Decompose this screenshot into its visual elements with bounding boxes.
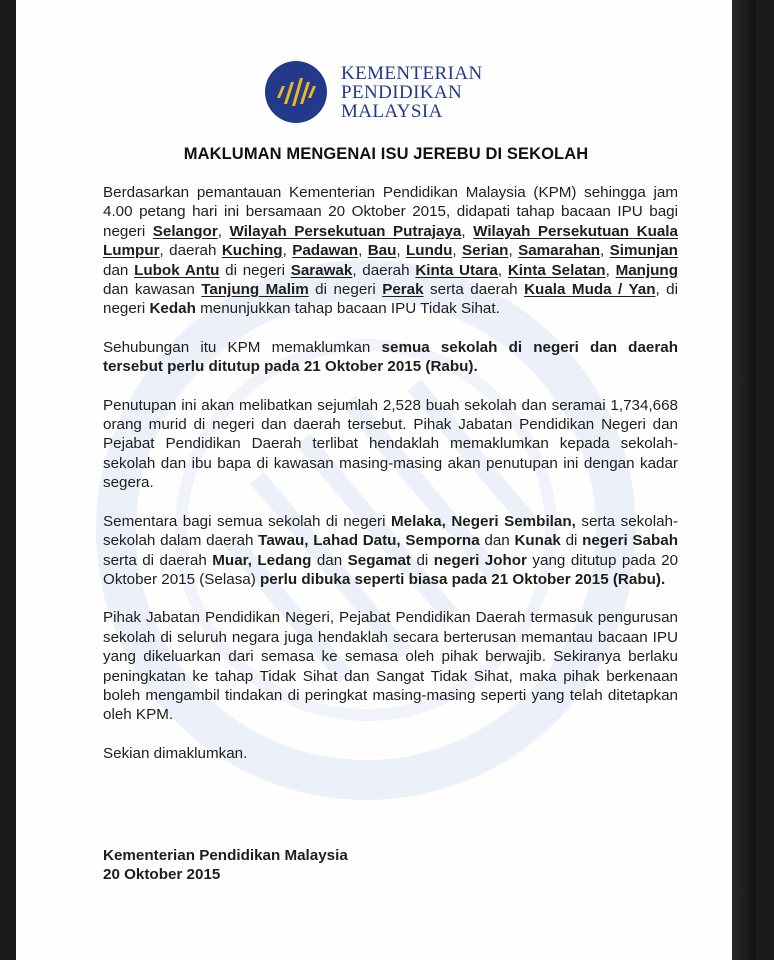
document-page xyxy=(16,0,756,960)
page-shadow-edge xyxy=(732,0,756,960)
ministry-emblem-icon xyxy=(262,60,332,124)
logo-line-3: MALAYSIA xyxy=(341,101,443,122)
paragraph-4: Sementara bagi semua sekolah di negeri Melaka, Negeri Sembilan, serta sekolah-sekolah dalam daerah Tawau, Lahad Datu, Semporna dan Kunak di negeri Sabah serta di daerah Muar, Ledang dan Segamat di negeri Johor yang ditutup pada 20 Oktober 2015 (Selasa) perlu dibuka seperti biasa pada 21 Oktober 2015 (Rabu). xyxy=(103,512,679,588)
paragraph-closing: Sekian dimaklumkan. xyxy=(103,744,248,762)
paragraph-5: Pihak Jabatan Pendidikan Negeri, Pejabat Pendidikan Daerah termasuk pengurusan sekolah di seluruh negara juga hendaklah secara berterusan memantau bacaan IPU yang dikeluarkan dari semasa ke semasa oleh pihak berwajib. Sekiranya berlaku peningkatan ke tahap Tidak Sihat dan Sangat Tidak Sihat, maka pihak berkenaan boleh mengambil tindakan di peringkat masing-masing seperti yang telah ditetapkan oleh KPM. xyxy=(103,609,678,724)
paragraph-3: Penutupan ini akan melibatkan sejumlah 2,528 buah sekolah dan seramai 1,734,668 orang murid di negeri dan daerah tersebut. Pihak Jabatan Pendidikan Negeri dan Pejabat Pendidikan Daerah terlibat hendaklah memaklumkan kepada sekolah-sekolah dan ibu bapa di kawasan masing-masing akan penutupan ini dengan kadar segera. xyxy=(103,396,678,492)
signature-org: Kementerian Pendidikan Malaysia xyxy=(103,847,348,864)
logo-line-2: PENDIDIKAN xyxy=(341,82,463,103)
document-body xyxy=(103,183,678,763)
logo-line-1: KEMENTERIAN xyxy=(341,63,483,84)
paragraph-1: Berdasarkan pemantauan Kementerian Pendidikan Malaysia (KPM) sehingga jam 4.00 petang hari ini bersamaan 20 Oktober 2015, didapati tahap bacaan IPU bagi negeri Selangor, Wilayah Persekutuan Putrajaya, Wilayah Persekutuan Kuala Lumpur, daerah Kuching, Padawan, Bau, Lundu, Serian, Samarahan, Simunjan dan Lubok Antu di negeri Sarawak, daerah Kinta Utara, Kinta Selatan, Manjung dan kawasan Tanjung Malim di negeri Perak serta daerah Kuala Muda / Yan, di negeri Kedah menunjukkan tahap bacaan IPU Tidak Sihat. xyxy=(103,184,679,318)
ministry-logo xyxy=(262,60,522,124)
signature-date: 20 Oktober 2015 xyxy=(103,866,221,884)
document-title: MAKLUMAN MENGENAI ISU JEREBU DI SEKOLAH xyxy=(183,145,589,163)
paragraph-2: Sehubungan itu KPM memaklumkan semua sekolah di negeri dan daerah tersebut perlu ditutup pada 21 Oktober 2015 (Rabu). xyxy=(103,338,678,376)
signature-block xyxy=(103,846,348,885)
